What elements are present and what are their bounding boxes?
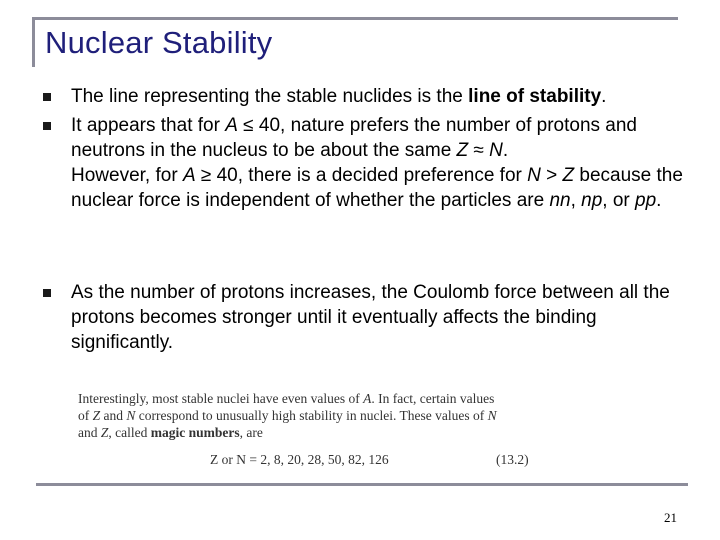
equation-number: (13.2)	[496, 452, 529, 467]
bullet-text: As the number of protons increases, the Coulomb force between all the protons becomes stronger until it eventually affects the binding significantly.	[71, 282, 670, 353]
equation-text: Z or N = 2, 8, 20, 28, 50, 82, 126	[210, 452, 389, 467]
textbook-excerpt	[78, 390, 548, 469]
excerpt-line: Interestingly, most stable nuclei have even values of A. In fact, certain values	[78, 391, 495, 406]
frame-top-rule	[32, 17, 678, 20]
bullet-text: The line representing the stable nuclides is the line of stability.	[71, 86, 607, 107]
square-bullet-icon	[43, 122, 51, 130]
page-number: 21	[664, 510, 677, 525]
excerpt-line: and Z, called magic numbers, are	[78, 425, 263, 440]
excerpt-line: of Z and N correspond to unusually high stability in nuclei. These values of N	[78, 408, 497, 423]
slide-title: Nuclear Stability	[45, 25, 273, 60]
bullet-text: It appears that for A ≤ 40, nature prefers the number of protons and neutrons in the nucleus to be about the same Z ≈ N. However, for A ≥ 40, there is a decided preference for N > Z because the nuclear force is independent of whether the particles are nn, np, or pp.	[71, 115, 683, 211]
magic-numbers-equation	[78, 451, 548, 469]
frame-left-rule	[32, 17, 35, 67]
frame-bottom-rule	[36, 483, 688, 486]
square-bullet-icon	[43, 93, 51, 101]
square-bullet-icon	[43, 289, 51, 297]
